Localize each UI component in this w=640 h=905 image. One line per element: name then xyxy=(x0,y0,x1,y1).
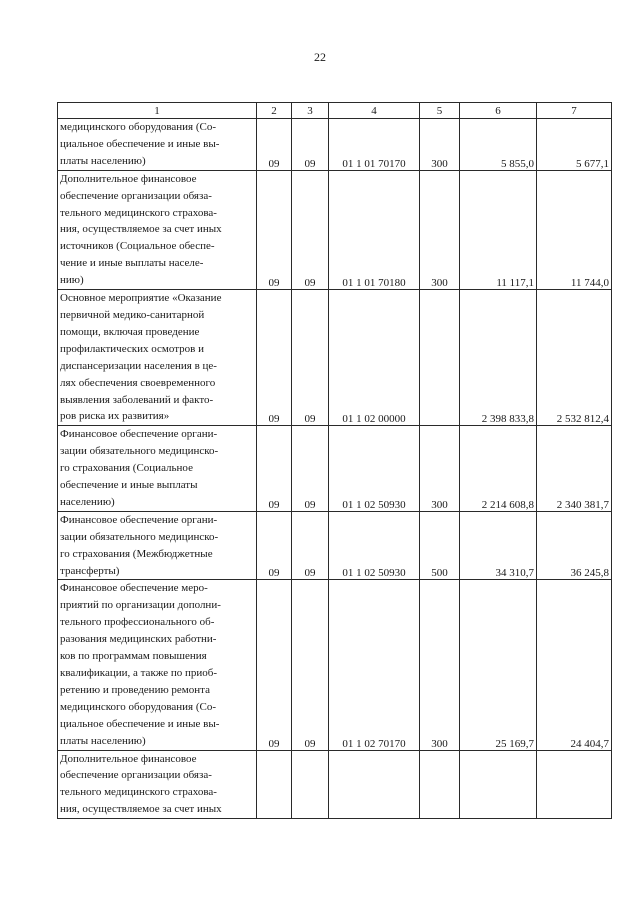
subsection-code: 09 xyxy=(292,580,329,750)
section-code: 09 xyxy=(257,426,292,512)
row-description: Финансовое обеспечение органи- зации обязательного медицинско- го страхования (Социальное обеспечение и иные выплаты населению) xyxy=(58,426,257,512)
section-code: 09 xyxy=(257,290,292,426)
table-row xyxy=(58,426,612,512)
row-description: Финансовое обеспечение меро- приятий по организации дополни- тельного профессионального об- разования медицинских работни- ков по программам повышения квалификации, а также по приоб- ретению и проведению ремонта медицинского оборудования (Со- циальное обеспечение и иные вы- платы населению) xyxy=(58,580,257,750)
row-description: Основное мероприятие «Оказание первичной медико-санитарной помощи, включая проведение профилактических осмотров и диспансеризации населения в це- лях обеспечения своевременного выявления заболеваний и факто- ров риска их развития» xyxy=(58,290,257,426)
amount-year-1: 11 117,1 xyxy=(460,170,537,289)
expense-type-code: 500 xyxy=(420,511,460,580)
target-article-code: 01 1 02 50930 xyxy=(329,511,420,580)
amount-year-2: 5 677,1 xyxy=(537,119,612,171)
header-row xyxy=(58,103,612,119)
row-description: медицинского оборудования (Со- циальное обеспечение и иные вы- платы населению) xyxy=(58,119,257,171)
amount-year-2: 2 532 812,4 xyxy=(537,290,612,426)
target-article-code: 01 1 02 70170 xyxy=(329,580,420,750)
table-row xyxy=(58,170,612,289)
budget-table xyxy=(57,102,612,819)
subsection-code: 09 xyxy=(292,426,329,512)
column-header: 5 xyxy=(420,103,460,119)
column-header: 2 xyxy=(257,103,292,119)
expense-type-code xyxy=(420,290,460,426)
table-row xyxy=(58,119,612,171)
table-row xyxy=(58,511,612,580)
expense-type-code: 300 xyxy=(420,170,460,289)
row-description: Дополнительное финансовое обеспечение организации обяза- тельного медицинского страхова- ния, осуществляемое за счет иных источников (Социальное обеспе- чение и иные выплаты населе- нию) xyxy=(58,170,257,289)
row-description: Финансовое обеспечение органи- зации обязательного медицинско- го страхования (Межбюджетные трансферты) xyxy=(58,511,257,580)
amount-year-1: 25 169,7 xyxy=(460,580,537,750)
table-row xyxy=(58,580,612,750)
subsection-code: 09 xyxy=(292,119,329,171)
section-code: 09 xyxy=(257,119,292,171)
amount-year-2: 36 245,8 xyxy=(537,511,612,580)
subsection-code xyxy=(292,750,329,819)
subsection-code: 09 xyxy=(292,290,329,426)
table-row xyxy=(58,290,612,426)
column-header: 4 xyxy=(329,103,420,119)
subsection-code: 09 xyxy=(292,170,329,289)
amount-year-1 xyxy=(460,750,537,819)
column-header: 1 xyxy=(58,103,257,119)
amount-year-2: 11 744,0 xyxy=(537,170,612,289)
expense-type-code xyxy=(420,750,460,819)
amount-year-1: 2 398 833,8 xyxy=(460,290,537,426)
row-description: Дополнительное финансовое обеспечение организации обяза- тельного медицинского страхова- ния, осуществляемое за счет иных xyxy=(58,750,257,819)
section-code: 09 xyxy=(257,580,292,750)
section-code xyxy=(257,750,292,819)
expense-type-code: 300 xyxy=(420,426,460,512)
expense-type-code: 300 xyxy=(420,119,460,171)
amount-year-1: 2 214 608,8 xyxy=(460,426,537,512)
target-article-code: 01 1 01 70180 xyxy=(329,170,420,289)
target-article-code: 01 1 02 50930 xyxy=(329,426,420,512)
column-header: 3 xyxy=(292,103,329,119)
subsection-code: 09 xyxy=(292,511,329,580)
target-article-code xyxy=(329,750,420,819)
expense-type-code: 300 xyxy=(420,580,460,750)
column-header: 6 xyxy=(460,103,537,119)
amount-year-1: 5 855,0 xyxy=(460,119,537,171)
column-header: 7 xyxy=(537,103,612,119)
target-article-code: 01 1 02 00000 xyxy=(329,290,420,426)
page-number: 22 xyxy=(314,50,326,64)
table-row xyxy=(58,750,612,819)
amount-year-2: 24 404,7 xyxy=(537,580,612,750)
target-article-code: 01 1 01 70170 xyxy=(329,119,420,171)
section-code: 09 xyxy=(257,170,292,289)
amount-year-2: 2 340 381,7 xyxy=(537,426,612,512)
section-code: 09 xyxy=(257,511,292,580)
amount-year-2 xyxy=(537,750,612,819)
amount-year-1: 34 310,7 xyxy=(460,511,537,580)
